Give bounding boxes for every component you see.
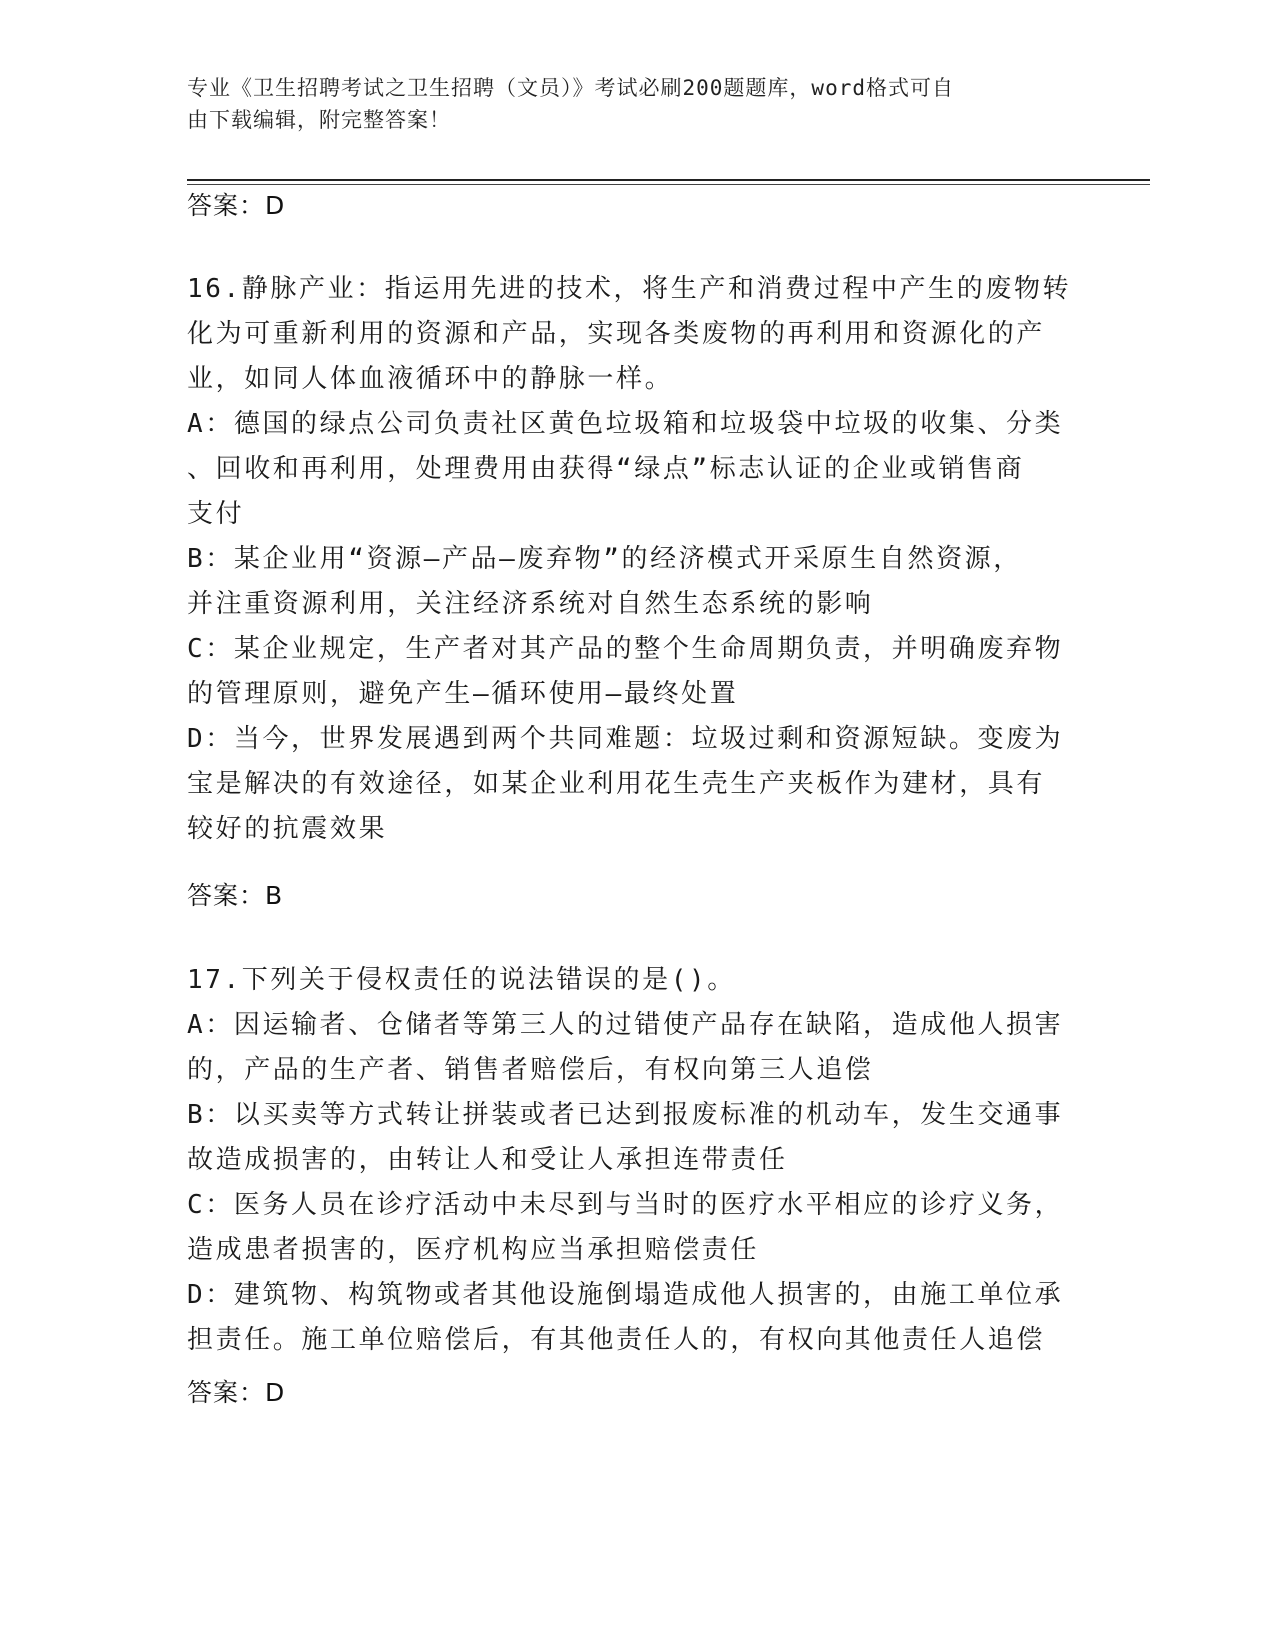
page-header bbox=[187, 72, 1067, 136]
header-line: 由下载编辑，附完整答案！ bbox=[187, 108, 451, 132]
question-17 bbox=[187, 958, 1087, 1363]
question-16 bbox=[187, 267, 1087, 852]
option-b-line: B：以买卖等方式转让拼装或者已达到报废标准的机动车，发生交通事 bbox=[187, 1100, 1064, 1130]
question-stem-line: 16.静脉产业：指运用先进的技术，将生产和消费过程中产生的废物转 bbox=[187, 274, 1072, 304]
option-c-line: C：医务人员在诊疗活动中未尽到与当时的医疗水平相应的诊疗义务， bbox=[187, 1190, 1064, 1220]
answer-q17: 答案：D bbox=[187, 1378, 286, 1407]
option-a-line: 支付 bbox=[187, 499, 245, 529]
header-rule bbox=[187, 179, 1150, 181]
option-b-line: 并注重资源利用，关注经济系统对自然生态系统的影响 bbox=[187, 589, 874, 619]
header-line: 专业《卫生招聘考试之卫生招聘（文员）》考试必刷200题题库，word格式可自 bbox=[187, 76, 954, 100]
option-a-line: A：德国的绿点公司负责社区黄色垃圾箱和垃圾袋中垃圾的收集、分类 bbox=[187, 409, 1064, 439]
option-d-line: D：当今，世界发展遇到两个共同难题：垃圾过剩和资源短缺。变废为 bbox=[187, 724, 1064, 754]
option-b-line: 故造成损害的，由转让人和受让人承担连带责任 bbox=[187, 1145, 788, 1175]
option-c-line: C：某企业规定，生产者对其产品的整个生命周期负责，并明确废弃物 bbox=[187, 634, 1064, 664]
option-d-line: D：建筑物、构筑物或者其他设施倒塌造成他人损害的，由施工单位承 bbox=[187, 1280, 1064, 1310]
option-c-line: 造成患者损害的，医疗机构应当承担赔偿责任 bbox=[187, 1235, 760, 1265]
option-a-line: 、回收和再利用，处理费用由获得“绿点”标志认证的企业或销售商 bbox=[187, 454, 1025, 484]
option-a-line: A：因运输者、仓储者等第三人的过错使产品存在缺陷，造成他人损害 bbox=[187, 1010, 1064, 1040]
option-c-line: 的管理原则，避免产生—循环使用—最终处置 bbox=[187, 679, 739, 709]
option-d-line: 宝是解决的有效途径，如某企业利用花生壳生产夹板作为建材，具有 bbox=[187, 769, 1046, 799]
answer-q16: 答案：B bbox=[187, 881, 284, 910]
option-d-line: 担责任。施工单位赔偿后，有其他责任人的，有权向其他责任人追偿 bbox=[187, 1325, 1046, 1355]
header-rule bbox=[187, 184, 1150, 185]
question-stem-line: 化为可重新利用的资源和产品，实现各类废物的再利用和资源化的产 bbox=[187, 319, 1046, 349]
option-d-line: 较好的抗震效果 bbox=[187, 814, 388, 844]
option-b-line: B：某企业用“资源—产品—废弃物”的经济模式开采原生自然资源， bbox=[187, 544, 1022, 574]
answer-q15: 答案：D bbox=[187, 191, 286, 220]
question-stem-line: 17.下列关于侵权责任的说法错误的是()。 bbox=[187, 965, 736, 995]
option-a-line: 的，产品的生产者、销售者赔偿后，有权向第三人追偿 bbox=[187, 1055, 874, 1085]
question-stem-line: 业，如同人体血液循环中的静脉一样。 bbox=[187, 364, 674, 394]
